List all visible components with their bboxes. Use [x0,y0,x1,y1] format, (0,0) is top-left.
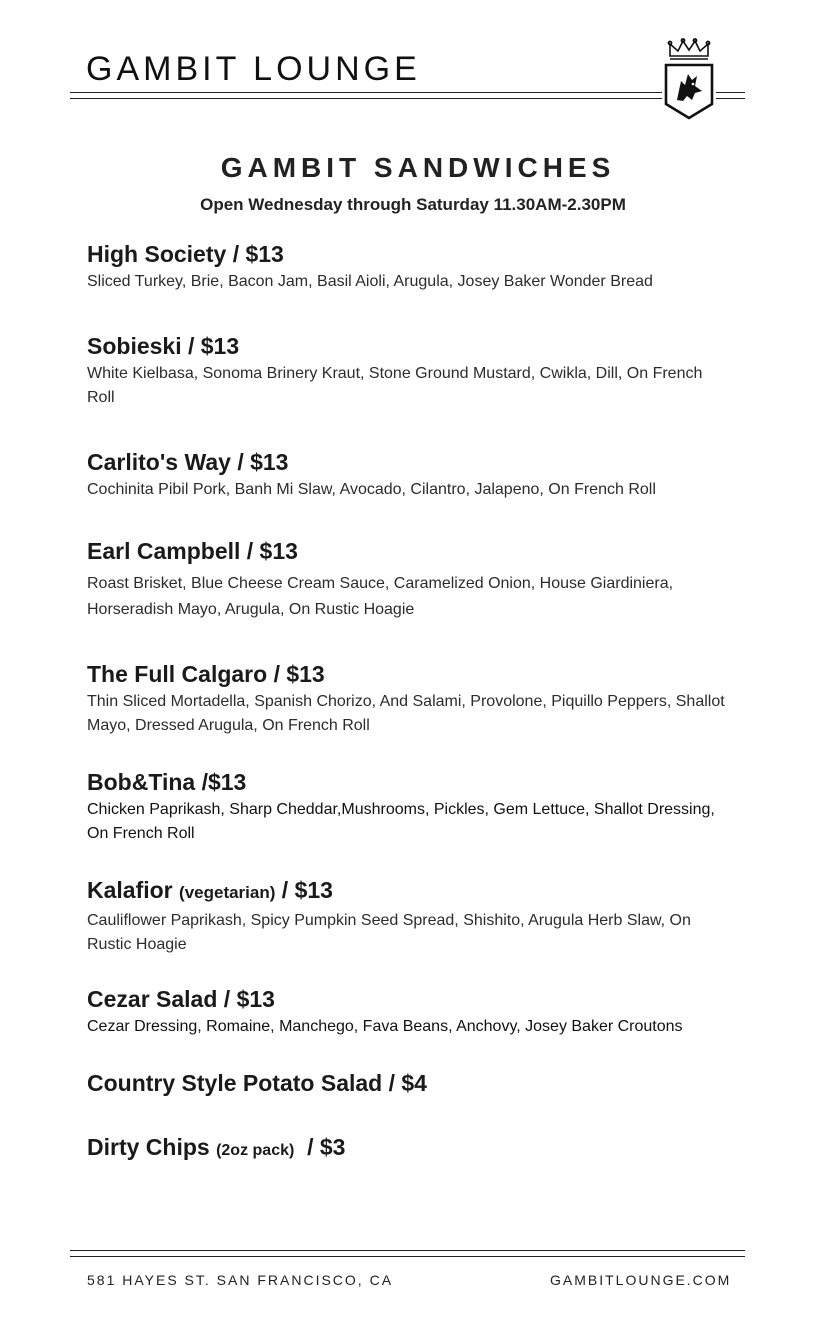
menu-item-name [87,1133,727,1165]
menu-item-name: Carlito's Way / $13 [87,449,289,475]
footer-website-link[interactable]: GAMBITLOUNGE.COM [550,1272,732,1288]
header-rule-top [70,92,745,93]
menu-item [87,985,727,1039]
footer-rule-top [70,1250,745,1251]
footer-rule-bottom [70,1256,745,1257]
menu-item-name: Cezar Salad / $13 [87,986,275,1012]
menu-item-description: Thin Sliced Mortadella, Spanish Chorizo, And Salami, Provolone, Piquillo Peppers, Shallot Mayo, Dressed Arugula, On French Roll [87,693,725,734]
menu-item [87,448,727,502]
menu-item-name: Earl Campbell / $13 [87,538,298,564]
menu-item-name: Sobieski / $13 [87,333,240,359]
menu-item-name: The Full Calgaro / $13 [87,661,325,687]
menu-item-description: White Kielbasa, Sonoma Brinery Kraut, Stone Ground Mustard, Cwikla, Dill, On French Roll [87,365,703,406]
menu-item-name [87,876,727,907]
brand-wordmark: GAMBIT LOUNGE [86,50,421,88]
menu-item-description: Cochinita Pibil Pork, Banh Mi Slaw, Avocado, Cilantro, Jalapeno, On French Roll [87,481,656,498]
menu-item [87,240,727,294]
menu-item [87,1069,727,1097]
menu-item-name-main: Kalafior [87,877,173,903]
menu-item [87,876,727,957]
menu-item-note: (2oz pack) [216,1142,295,1159]
menu-title: GAMBIT SANDWICHES [220,152,616,183]
menu-item [87,332,727,410]
menu-item-name: Bob&Tina /$13 [87,769,247,795]
menu-item-description: Chicken Paprikash, Sharp Cheddar,Mushrooms, Pickles, Gem Lettuce, Shallot Dressing, On French Roll [87,801,715,842]
menu-item-description: Roast Brisket, Blue Cheese Cream Sauce, Caramelized Onion, House Giardiniera, Horseradish Mayo, Arugula, On Rustic Hoagie [87,575,674,618]
footer-address: 581 HAYES ST. SAN FRANCISCO, CA [87,1272,394,1288]
menu-item [87,768,727,846]
menu-hours: Open Wednesday through Saturday 11.30AM-2.30PM [200,195,626,214]
menu-item-description: Sliced Turkey, Brie, Bacon Jam, Basil Aioli, Arugula, Josey Baker Wonder Bread [87,273,653,290]
menu-item [87,1133,727,1165]
menu-item-name: Country Style Potato Salad / $4 [87,1070,427,1096]
menu-item-note: (vegetarian) [179,883,276,902]
menu-item-price: / $13 [281,877,333,903]
menu-item-name: High Society / $13 [87,241,284,267]
crowned-wolf-crest-icon [662,38,716,122]
menu-item-description: Cauliflower Paprikash, Spicy Pumpkin Seed Spread, Shishito, Arugula Herb Slaw, On Rustic Hoagie [87,912,691,953]
menu-item [87,660,727,738]
menu-item-name-main: Dirty Chips [87,1134,210,1160]
menu-item-price: / $3 [307,1134,346,1160]
menu-item [87,537,727,623]
header-rule-bottom [70,98,745,99]
menu-item-description: Cezar Dressing, Romaine, Manchego, Fava Beans, Anchovy, Josey Baker Croutons [87,1018,683,1035]
